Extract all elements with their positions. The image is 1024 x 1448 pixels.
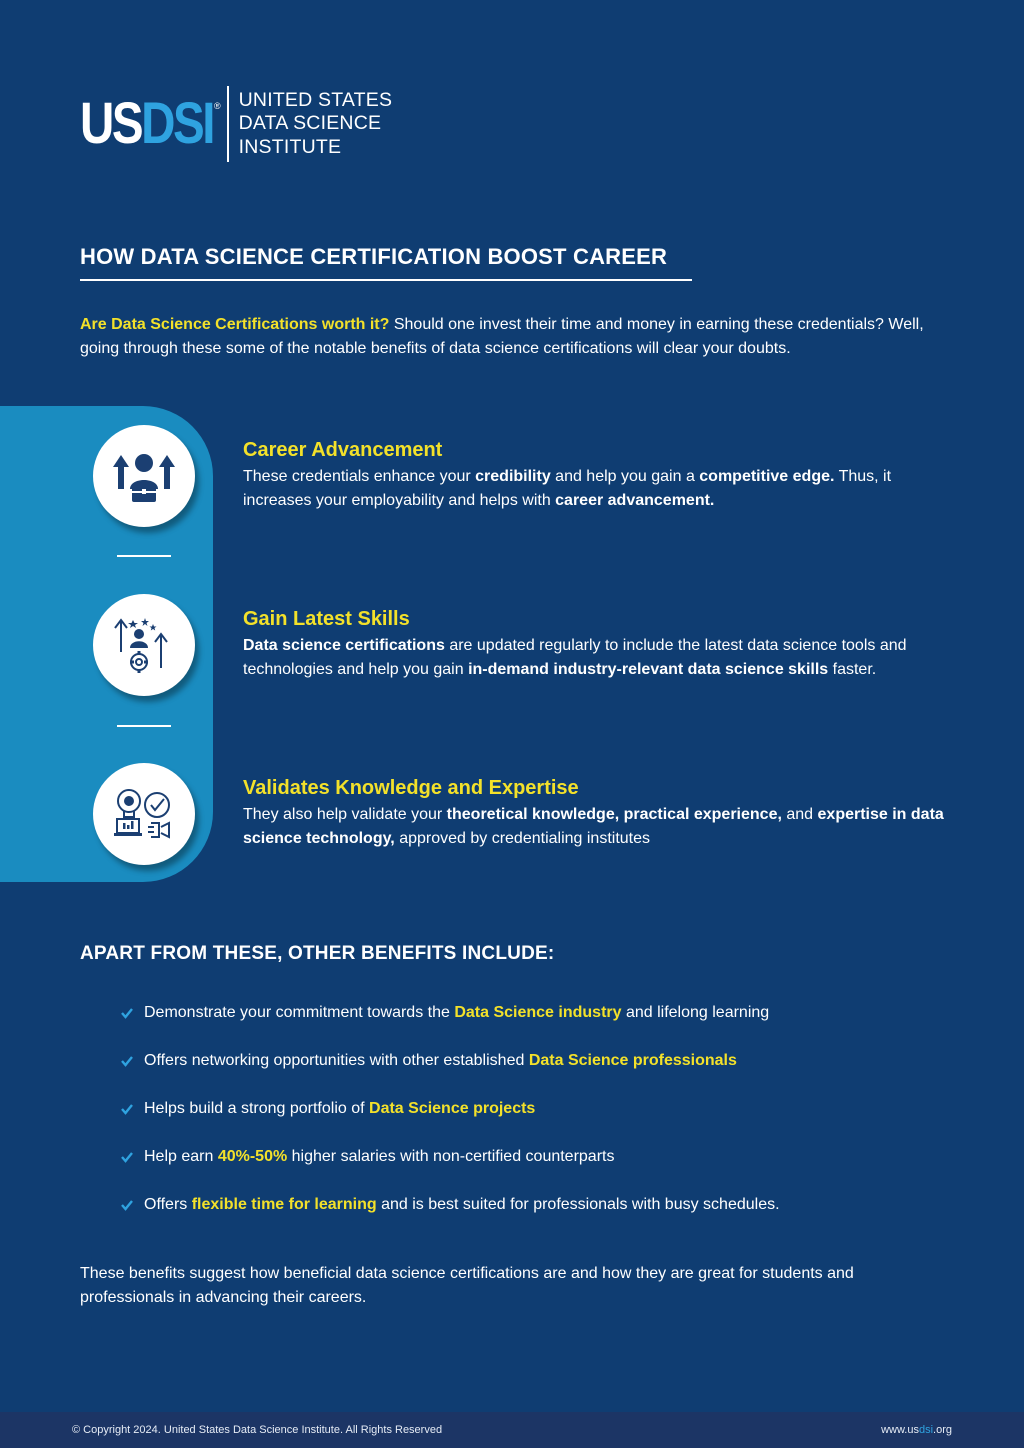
band-divider [117, 725, 171, 727]
site-highlight: dsi [918, 1424, 934, 1436]
site-suffix: .org [933, 1424, 952, 1436]
feature-validates-knowledge [243, 775, 963, 851]
logo-divider [227, 86, 229, 162]
website-link[interactable] [881, 1424, 952, 1436]
feature-title: Validates Knowledge and Expertise [243, 777, 579, 799]
text-run: and is best suited for professionals with busy schedules. [376, 1196, 780, 1213]
logo-wordmark [239, 89, 393, 160]
benefit-text [144, 1192, 780, 1218]
text-run: faster. [828, 661, 877, 678]
list-item [120, 1000, 980, 1048]
benefit-text [144, 1000, 769, 1026]
feature-body [243, 634, 963, 682]
title-underline [80, 279, 692, 281]
list-item [120, 1144, 980, 1192]
highlight-run: 40%-50% [217, 1148, 288, 1165]
band-divider [117, 555, 171, 557]
highlight-run: flexible time for learning [191, 1196, 377, 1213]
text-run: Demonstrate your commitment towards the [144, 1004, 455, 1021]
validate-knowledge-icon [93, 763, 195, 865]
other-benefits-heading: APART FROM THESE, OTHER BENEFITS INCLUDE: [80, 943, 555, 964]
registered-mark: ® [214, 101, 221, 111]
feature-title: Gain Latest Skills [243, 608, 410, 630]
feature-career-advancement [243, 437, 963, 513]
highlight-run: Data Science projects [369, 1100, 536, 1117]
closing-paragraph: These benefits suggest how beneficial data science certifications are and how they are great for students and professionals in advancing their careers. [80, 1265, 854, 1306]
list-item [120, 1048, 980, 1096]
highlight-run: Data Science professionals [528, 1052, 737, 1069]
text-run: Offers networking opportunities with other established [144, 1052, 529, 1069]
latest-skills-icon [93, 594, 195, 696]
check-icon [120, 1102, 134, 1116]
page-title: HOW DATA SCIENCE CERTIFICATION BOOST CAREER [80, 244, 668, 269]
text-run: Help earn [144, 1148, 218, 1165]
bold-run: Data science certifications [243, 637, 445, 654]
feature-title: Career Advancement [243, 439, 443, 461]
career-advancement-icon [93, 425, 195, 527]
text-run: Thus, it increases your employability and helps with [243, 468, 892, 509]
logo-mark [80, 91, 214, 156]
check-icon [120, 1006, 134, 1020]
text-run: approved by credentialing institutes [394, 830, 651, 847]
bold-run: theoretical knowledge, practical experience, [446, 806, 782, 823]
logo-line-1: UNITED STATES [238, 88, 393, 111]
text-run: are updated regularly to include the latest data science tools and technologies and help you gain [243, 637, 907, 678]
text-run: Helps build a strong portfolio of [144, 1100, 370, 1117]
benefit-text [144, 1096, 535, 1122]
list-item [120, 1096, 980, 1144]
check-icon [120, 1198, 134, 1212]
text-run: and [781, 806, 818, 823]
bold-run: in-demand industry-relevant data science skills [468, 661, 829, 678]
bold-run: competitive edge. [699, 468, 835, 485]
text-run: higher salaries with non-certified counterparts [287, 1148, 615, 1165]
check-icon [120, 1150, 134, 1164]
feature-body [243, 803, 963, 851]
check-icon [120, 1054, 134, 1068]
logo-line-3: INSTITUTE [238, 135, 342, 158]
logo-mark-us: US [80, 91, 142, 156]
text-run: Offers [144, 1196, 192, 1213]
logo-line-2: DATA SCIENCE [238, 112, 382, 135]
benefits-list [120, 1000, 980, 1240]
highlight-run: Data Science industry [454, 1004, 622, 1021]
benefit-text [144, 1144, 614, 1170]
bold-run: credibility [475, 468, 551, 485]
text-run: They also help validate your [243, 806, 447, 823]
benefit-text [144, 1048, 737, 1074]
intro-paragraph [80, 313, 960, 361]
text-run: These credentials enhance your [243, 468, 476, 485]
list-item [120, 1192, 980, 1240]
usdsi-logo [80, 86, 392, 162]
text-run: and help you gain a [550, 468, 700, 485]
copyright-text: © Copyright 2024. United States Data Science Institute. All Rights Reserved [72, 1424, 443, 1436]
intro-highlight: Are Data Science Certifications worth it? [80, 316, 390, 333]
bold-run: expertise in data science technology, [243, 806, 944, 847]
feature-gain-latest-skills [243, 606, 963, 682]
intro-text: Should one invest their time and money in earning these credentials? Well, going through these some of the notable benefits of data science certifications will clear your doubts. [80, 316, 924, 357]
logo-mark-dsi: DSI [141, 91, 214, 156]
text-run: and lifelong learning [621, 1004, 770, 1021]
site-prefix: www.us [881, 1424, 919, 1436]
feature-body [243, 465, 963, 513]
footer [0, 1412, 1024, 1448]
bold-run: career advancement. [555, 492, 715, 509]
